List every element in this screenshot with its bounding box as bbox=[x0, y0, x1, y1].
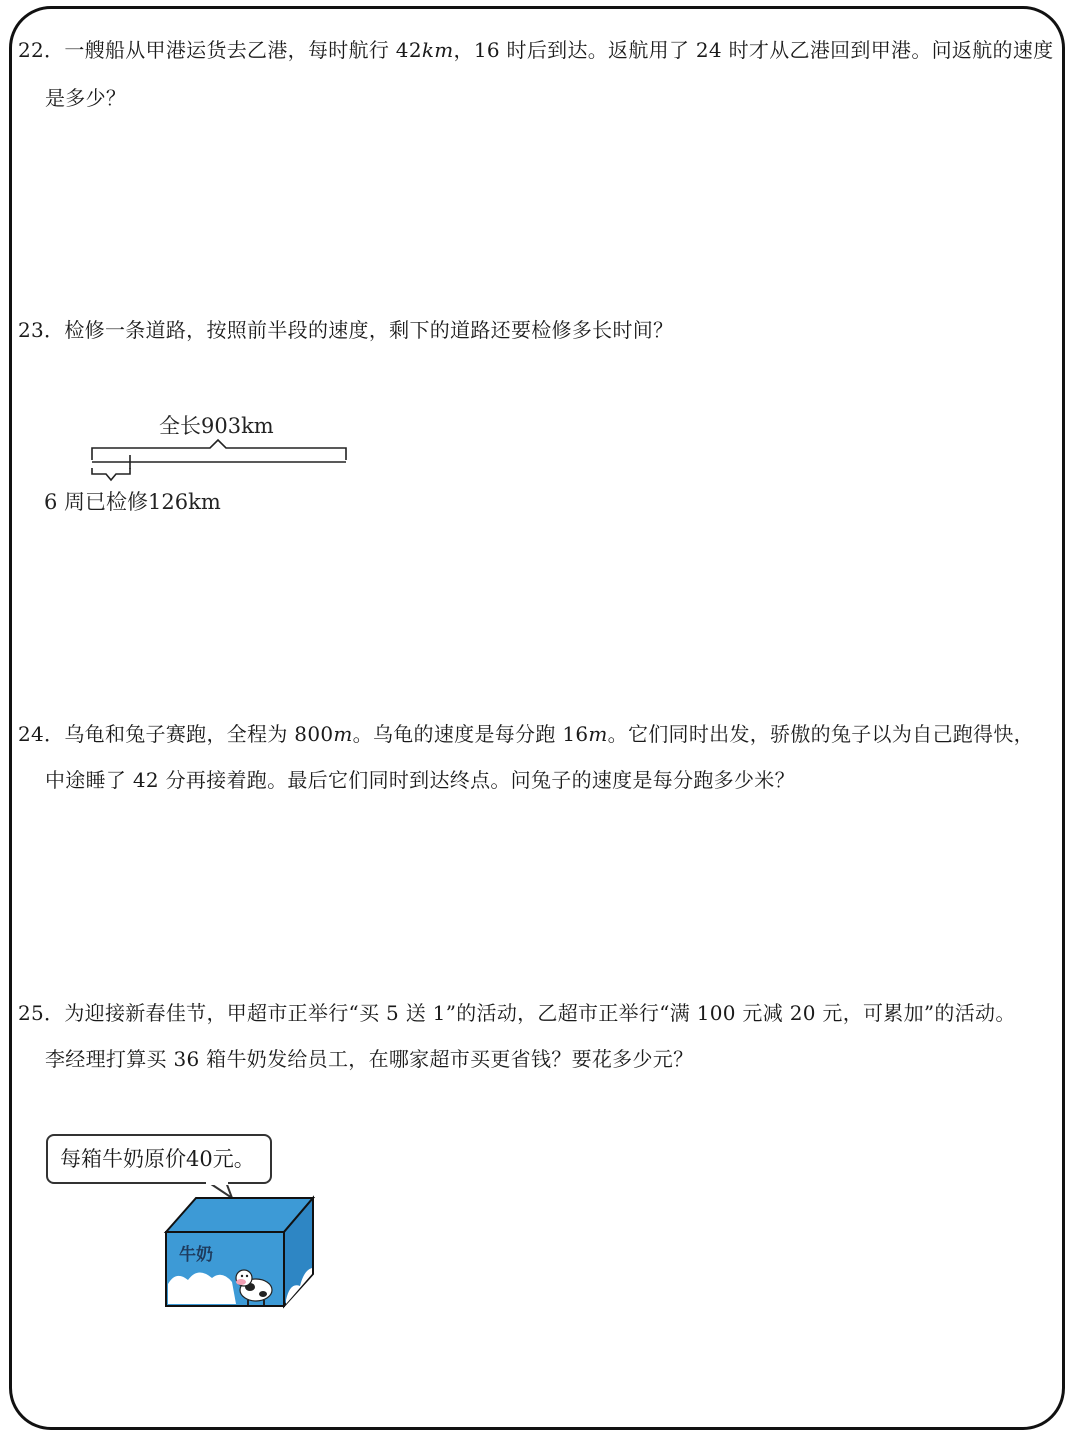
q25-line-2: 李经理打算买 36 箱牛奶发给员工，在哪家超市买更省钱？要花多少元？ bbox=[45, 1047, 694, 1071]
q25-line-1: 25．为迎接新春佳节，甲超市正举行“买 5 送 1”的活动，乙超市正举行“满 100 元减 20 元，可累加”的活动。 bbox=[18, 1001, 1016, 1025]
cloud-front bbox=[168, 1272, 236, 1304]
q22-line-2: 是多少？ bbox=[45, 86, 127, 110]
carton-label: 牛奶 bbox=[179, 1245, 213, 1265]
q24-line-1: 24．乌龟和兔子赛跑，全程为 800m。乌龟的速度是每分跑 16m。它们同时出发，骄傲的兔子以为自己跑得快， bbox=[18, 722, 1034, 746]
price-text: 每箱牛奶原价40元。 bbox=[60, 1147, 255, 1171]
q22-line-1: 22．一艘船从甲港运货去乙港，每时航行 42km，16 时后到达。返航用了 24 时才从乙港回到甲港。问返航的速度 bbox=[18, 38, 1054, 62]
total-length-label: 全长903km bbox=[159, 414, 274, 438]
q24-line-2: 中途睡了 42 分再接着跑。最后它们同时到达终点。问兔子的速度是每分跑多少米？ bbox=[45, 768, 795, 792]
q23-line-1: 23．检修一条道路，按照前半段的速度，剩下的道路还要检修多长时间？ bbox=[18, 318, 674, 342]
repaired-length-label: 6 周已检修126km bbox=[44, 490, 221, 514]
